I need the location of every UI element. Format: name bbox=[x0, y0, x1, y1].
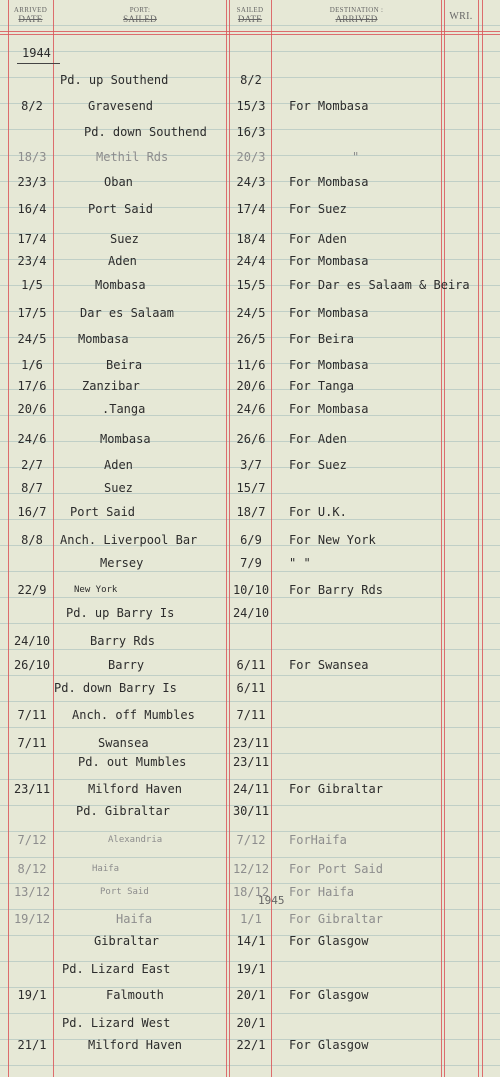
port-name: Pd. down Southend bbox=[84, 125, 207, 139]
sailed-date: 7/9 bbox=[240, 556, 262, 570]
destination: For Glasgow bbox=[289, 988, 369, 1002]
port-name: Port Said bbox=[70, 505, 136, 519]
header-sailed bbox=[229, 6, 271, 24]
log-row bbox=[0, 402, 500, 418]
destination: For Mombasa bbox=[289, 99, 369, 113]
sailed-date: 6/11 bbox=[236, 681, 266, 695]
port-name: Beira bbox=[106, 358, 143, 372]
port-name: Swansea bbox=[98, 736, 149, 750]
log-row bbox=[0, 99, 500, 115]
sailed-date: 18/4 bbox=[236, 232, 266, 246]
destination: For Beira bbox=[289, 332, 355, 346]
destination: For Tanga bbox=[289, 379, 355, 393]
sailed-date: 10/10 bbox=[232, 583, 270, 597]
sailed-date: 24/4 bbox=[236, 254, 266, 268]
log-row bbox=[0, 175, 500, 191]
arrived-date: 23/11 bbox=[13, 782, 51, 796]
arrived-date: 8/8 bbox=[21, 533, 43, 547]
log-row bbox=[0, 962, 500, 978]
arrived-date: 23/4 bbox=[17, 254, 47, 268]
sailed-date: 17/4 bbox=[236, 202, 266, 216]
arrived-date: 8/7 bbox=[21, 481, 43, 495]
port-name: Pd. up Southend bbox=[60, 73, 169, 87]
port-name: Anch. Liverpool Bar bbox=[60, 533, 198, 547]
arrived-date: 13/12 bbox=[13, 885, 51, 899]
arrived-date: 16/4 bbox=[17, 202, 47, 216]
port-name: Suez bbox=[104, 481, 133, 495]
sailed-date: 26/6 bbox=[236, 432, 266, 446]
sailed-date: 6/11 bbox=[236, 658, 266, 672]
destination: For Mombasa bbox=[289, 306, 369, 320]
arrived-date: 17/6 bbox=[17, 379, 47, 393]
log-row bbox=[0, 458, 500, 474]
destination: For Suez bbox=[289, 202, 347, 216]
log-row bbox=[0, 708, 500, 724]
port-name: Methil Rds bbox=[96, 150, 169, 164]
header-arrived bbox=[8, 6, 53, 24]
sailed-date: 3/7 bbox=[240, 458, 262, 472]
arrived-date: 7/11 bbox=[17, 736, 47, 750]
port-name: Haifa bbox=[116, 912, 153, 926]
sailed-date: 15/7 bbox=[236, 481, 266, 495]
port-name: Dar es Salaam bbox=[80, 306, 174, 320]
log-row bbox=[0, 432, 500, 448]
log-row bbox=[0, 755, 500, 771]
log-row bbox=[0, 150, 500, 166]
sailed-date: 15/3 bbox=[236, 99, 266, 113]
header-arrived-bottom: DATE bbox=[18, 14, 43, 24]
sailed-date: 26/5 bbox=[236, 332, 266, 346]
destination: ForHaifa bbox=[289, 833, 347, 847]
arrived-date: 21/1 bbox=[17, 1038, 47, 1052]
log-row bbox=[0, 862, 500, 878]
log-row bbox=[0, 658, 500, 674]
sailed-date: 20/1 bbox=[236, 988, 266, 1002]
log-row bbox=[0, 988, 500, 1004]
log-row bbox=[0, 833, 500, 849]
port-name: Port Said bbox=[100, 887, 149, 897]
log-row bbox=[0, 634, 500, 650]
log-row bbox=[0, 782, 500, 798]
arrived-date: 7/12 bbox=[17, 833, 47, 847]
header-destination-top: DESTINATION : bbox=[329, 6, 384, 14]
year-label: 1944 bbox=[22, 46, 51, 60]
header-destination bbox=[272, 6, 441, 24]
arrived-date: 16/7 bbox=[17, 505, 47, 519]
sailed-date: 22/1 bbox=[236, 1038, 266, 1052]
header-rule-2 bbox=[0, 34, 500, 35]
arrived-date: 19/1 bbox=[17, 988, 47, 1002]
arrived-date: 17/4 bbox=[17, 232, 47, 246]
arrived-date: 24/10 bbox=[13, 634, 51, 648]
arrived-date: 19/12 bbox=[13, 912, 51, 926]
sailed-date: 23/11 bbox=[232, 736, 270, 750]
log-row bbox=[0, 306, 500, 322]
sailed-date: 7/11 bbox=[236, 708, 266, 722]
destination: For Haifa bbox=[289, 885, 355, 899]
log-row bbox=[0, 481, 500, 497]
log-row bbox=[0, 254, 500, 270]
port-name: Pd. Lizard East bbox=[62, 962, 171, 976]
log-row bbox=[0, 556, 500, 572]
sailed-date: 1/1 bbox=[240, 912, 262, 926]
sailed-date: 20/6 bbox=[236, 379, 266, 393]
destination: " " bbox=[289, 556, 311, 570]
log-row bbox=[0, 934, 500, 950]
log-row bbox=[0, 73, 500, 89]
sailed-date: 15/5 bbox=[236, 278, 266, 292]
year-1945-mark: 1945 bbox=[258, 894, 285, 907]
port-name: Pd. down Barry Is bbox=[54, 681, 177, 695]
header-port-bottom: SAILED bbox=[123, 14, 157, 24]
sailed-date: 24/11 bbox=[232, 782, 270, 796]
sailed-date: 20/3 bbox=[236, 150, 266, 164]
port-name: Pd. Gibraltar bbox=[76, 804, 170, 818]
log-row bbox=[0, 379, 500, 395]
destination: For Suez bbox=[289, 458, 347, 472]
port-name: Barry bbox=[108, 658, 145, 672]
arrived-date: 7/11 bbox=[17, 708, 47, 722]
log-row bbox=[0, 1016, 500, 1032]
log-row bbox=[0, 505, 500, 521]
log-row bbox=[0, 885, 500, 901]
sailed-date: 12/12 bbox=[232, 862, 270, 876]
sailed-date: 7/12 bbox=[236, 833, 266, 847]
sailed-date: 11/6 bbox=[236, 358, 266, 372]
header-wri bbox=[444, 12, 478, 21]
destination: For Barry Rds bbox=[289, 583, 383, 597]
header-sailed-bottom: DATE bbox=[237, 14, 263, 24]
arrived-date: 18/3 bbox=[17, 150, 47, 164]
arrived-date: 24/6 bbox=[17, 432, 47, 446]
sailed-date: 24/10 bbox=[232, 606, 270, 620]
port-name: Mersey bbox=[100, 556, 144, 570]
log-row bbox=[0, 278, 500, 294]
sailed-date: 6/9 bbox=[240, 533, 262, 547]
destination: For Mombasa bbox=[289, 358, 369, 372]
log-row bbox=[0, 912, 500, 928]
port-name: Gibraltar bbox=[94, 934, 160, 948]
arrived-date: 17/5 bbox=[17, 306, 47, 320]
port-name: New York bbox=[74, 585, 118, 595]
header-rule bbox=[0, 31, 500, 32]
arrived-date: 24/5 bbox=[17, 332, 47, 346]
port-name: Zanzibar bbox=[82, 379, 140, 393]
port-name: Mombasa bbox=[78, 332, 129, 346]
port-name: Aden bbox=[108, 254, 137, 268]
port-name: Milford Haven bbox=[88, 1038, 182, 1052]
sailed-date: 14/1 bbox=[236, 934, 266, 948]
sailed-date: 24/3 bbox=[236, 175, 266, 189]
sailed-date: 23/11 bbox=[232, 755, 270, 769]
arrived-date: 8/12 bbox=[17, 862, 47, 876]
log-row bbox=[0, 583, 500, 599]
log-row bbox=[0, 533, 500, 549]
header-arrived-top: ARRIVED bbox=[13, 6, 48, 14]
port-name: Alexandria bbox=[108, 835, 163, 845]
port-name: Gravesend bbox=[88, 99, 154, 113]
port-name: Falmouth bbox=[106, 988, 164, 1002]
sailed-date: 30/11 bbox=[232, 804, 270, 818]
port-name: Milford Haven bbox=[88, 782, 182, 796]
log-row bbox=[0, 736, 500, 752]
header-port-top: PORT: bbox=[129, 6, 151, 14]
sailed-date: 16/3 bbox=[236, 125, 266, 139]
arrived-date: 1/6 bbox=[21, 358, 43, 372]
sailed-date: 18/12 bbox=[232, 885, 270, 899]
arrived-date: 20/6 bbox=[17, 402, 47, 416]
destination: For Gibraltar bbox=[289, 912, 383, 926]
port-name: Barry Rds bbox=[90, 634, 156, 648]
destination: For Dar es Salaam & Beira bbox=[289, 278, 470, 292]
port-name: Mombasa bbox=[100, 432, 151, 446]
destination: For Gibraltar bbox=[289, 782, 383, 796]
port-name: Haifa bbox=[92, 864, 120, 874]
port-name: Port Said bbox=[88, 202, 154, 216]
log-row bbox=[0, 358, 500, 374]
port-name: Aden bbox=[104, 458, 133, 472]
destination: For Glasgow bbox=[289, 934, 369, 948]
arrived-date: 1/5 bbox=[21, 278, 43, 292]
port-name: Pd. Lizard West bbox=[62, 1016, 171, 1030]
arrived-date: 23/3 bbox=[17, 175, 47, 189]
sailed-date: 18/7 bbox=[236, 505, 266, 519]
sailed-date: 19/1 bbox=[236, 962, 266, 976]
destination: " bbox=[352, 150, 360, 164]
year-underline bbox=[17, 63, 60, 64]
log-row bbox=[0, 232, 500, 248]
log-row bbox=[0, 804, 500, 820]
destination: For Swansea bbox=[289, 658, 369, 672]
port-name: .Tanga bbox=[102, 402, 146, 416]
arrived-date: 8/2 bbox=[21, 99, 43, 113]
log-row bbox=[0, 681, 500, 697]
port-name: Suez bbox=[110, 232, 139, 246]
destination: For Mombasa bbox=[289, 254, 369, 268]
log-row bbox=[0, 332, 500, 348]
port-name: Oban bbox=[104, 175, 133, 189]
arrived-date: 22/9 bbox=[17, 583, 47, 597]
arrived-date: 26/10 bbox=[13, 658, 51, 672]
port-name: Pd. up Barry Is bbox=[66, 606, 175, 620]
port-name: Anch. off Mumbles bbox=[72, 708, 195, 722]
destination: For Glasgow bbox=[289, 1038, 369, 1052]
destination: For New York bbox=[289, 533, 376, 547]
destination: For U.K. bbox=[289, 505, 347, 519]
sailed-date: 8/2 bbox=[240, 73, 262, 87]
destination: For Aden bbox=[289, 232, 347, 246]
port-name: Mombasa bbox=[95, 278, 146, 292]
log-row bbox=[0, 1038, 500, 1054]
header-destination-bottom: ARRIVED bbox=[335, 14, 378, 24]
header-wri-label: WRI. bbox=[449, 11, 473, 22]
header-port bbox=[54, 6, 226, 24]
destination: For Aden bbox=[289, 432, 347, 446]
log-row bbox=[0, 606, 500, 622]
destination: For Mombasa bbox=[289, 402, 369, 416]
log-row bbox=[0, 125, 500, 141]
destination: For Mombasa bbox=[289, 175, 369, 189]
sailed-date: 20/1 bbox=[236, 1016, 266, 1030]
port-name: Pd. out Mumbles bbox=[78, 755, 187, 769]
arrived-date: 2/7 bbox=[21, 458, 43, 472]
sailed-date: 24/6 bbox=[236, 402, 266, 416]
sailed-date: 24/5 bbox=[236, 306, 266, 320]
log-row bbox=[0, 202, 500, 218]
destination: For Port Said bbox=[289, 862, 383, 876]
header-sailed-top: SAILED bbox=[236, 6, 264, 14]
